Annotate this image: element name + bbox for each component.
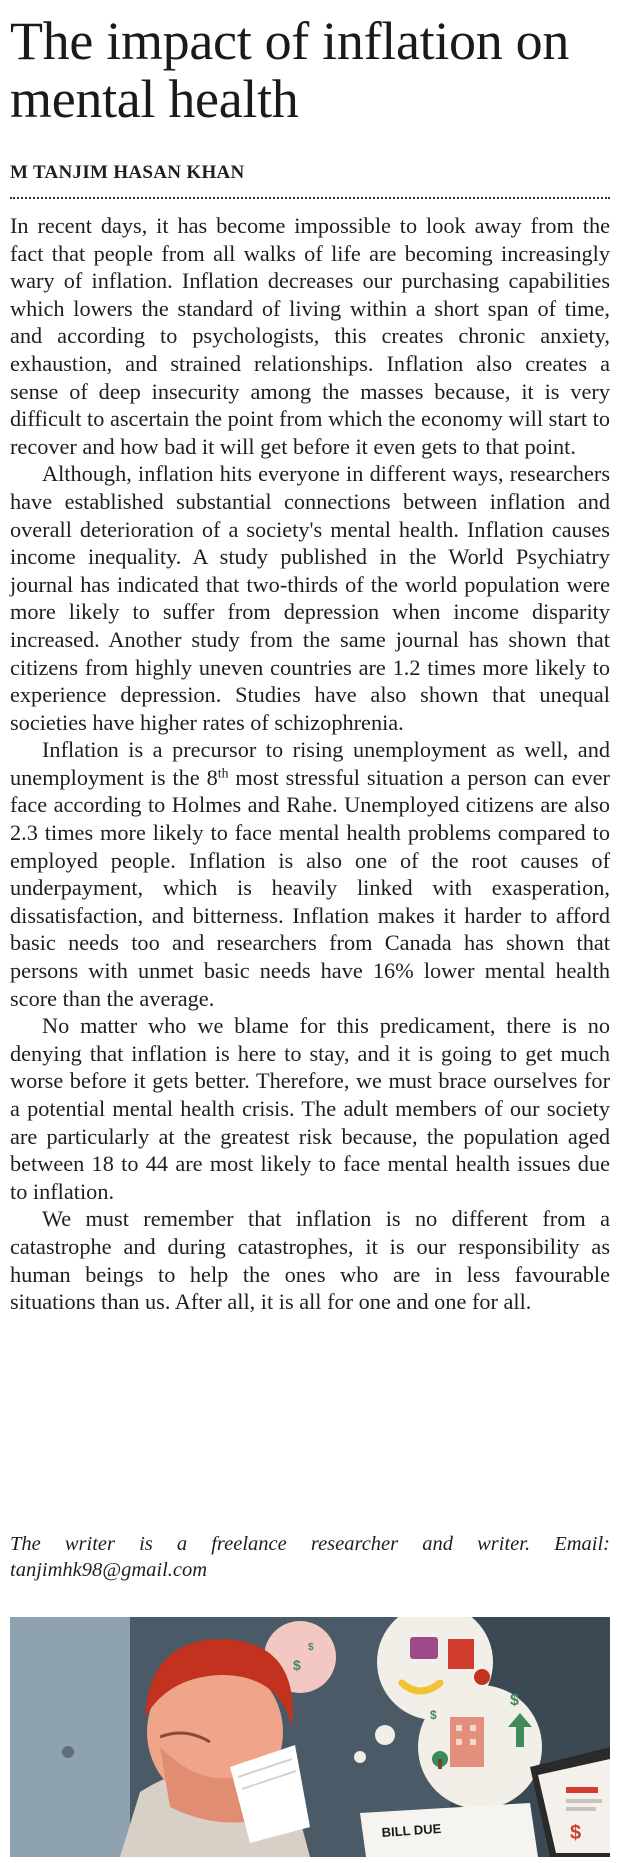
house-dollar-icon: $ bbox=[510, 1692, 519, 1709]
wall-panel bbox=[10, 1617, 130, 1857]
pig-dollar-icon: $ bbox=[293, 1657, 301, 1673]
article-paragraph-2: Although, inflation hits everyone in different ways, researchers have established substantial connections between inflation and overall deterioration of a society's mental health. Inflation causes income inequality. A study published in the World Psychiatry journal has indicated that two-thirds of the world population were more likely to suffer from depression when income disparity increased. Another study from the same journal has shown that citizens from highly uneven countries are 1.2 times more likely to experience depression. Studies have also shown that unequal societies have higher rates of schizophrenia. bbox=[10, 461, 610, 735]
apple-icon bbox=[474, 1669, 490, 1685]
small-bubble-2 bbox=[354, 1751, 366, 1763]
grocery-box-icon bbox=[448, 1639, 474, 1669]
author-note: The writer is a freelance researcher and writer. Email: tanjimhk98@gmail.com bbox=[10, 1533, 610, 1581]
wall-knob bbox=[62, 1746, 74, 1758]
grocery-bag-icon bbox=[410, 1637, 438, 1659]
building-body bbox=[450, 1717, 484, 1767]
pig-dollar-small-icon: $ bbox=[308, 1642, 314, 1653]
article-paragraph-3 bbox=[10, 736, 610, 1012]
ordinal-suffix: th bbox=[217, 765, 229, 781]
byline-divider bbox=[10, 197, 610, 199]
illustration-svg bbox=[10, 1617, 610, 1857]
grocery-dollar-icon: $ bbox=[430, 1708, 437, 1722]
laptop-dollar-icon: $ bbox=[570, 1822, 582, 1844]
article-paragraph-5: We must remember that inflation is no different from a catastrophe and during catastrophes, it is our responsibility as human beings to help the ones who are in less favourable situations than us. After all, it is all for one and one for all. bbox=[10, 1206, 610, 1315]
small-bubble-1 bbox=[375, 1725, 395, 1745]
article-illustration bbox=[10, 1617, 610, 1857]
byline: M TANJIM HASAN KHAN bbox=[10, 162, 245, 183]
paragraph-3-text-end: most stressful situation a person can ever face according to Holmes and Rahe. Unemployed citizens are also 2.3 times more likely to face mental health problems compared to employed people. Inflation is also one of the root causes of underpayment, which is heavily linked with exasperation, dissatisfaction, and bitterness. Inflation makes it harder to afford basic needs too and researchers from Canada has shown that persons with unmet basic needs have 16% lower mental health score than the average. bbox=[10, 764, 610, 1011]
article-body bbox=[10, 212, 610, 1316]
article-paragraph-1: In recent days, it has become impossible to look away from the fact that people from all walks of life are becoming increasingly wary of inflation. Inflation decreases our purchasing capabilities which lowers the standard of living within a short span of time, and according to psychologists, this creates chronic anxiety, exhaustion, and strained relationships. Inflation also creates a sense of deep insecurity among the masses because, it is very difficult to ascertain the point from which the economy will start to recover and how bad it will get before it even gets to that point. bbox=[10, 213, 610, 459]
bill-due-label: BILL DUE bbox=[381, 1820, 442, 1840]
article-paragraph-4: No matter who we blame for this predicament, there is no denying that inflation is here to stay, and it is going to get much worse before it gets better. Therefore, we must brace ourselves for a potential mental health crisis. The adult members of our society are particularly at the greatest risk because, the population aged between 18 to 44 are most likely to face mental health issues due to inflation. bbox=[10, 1013, 610, 1204]
headline: The impact of inflation on mental health bbox=[10, 11, 570, 129]
paragraph-3-text-start: Inflation is a precursor to rising unemployment as well, and unemployment is the 8 bbox=[10, 737, 610, 790]
